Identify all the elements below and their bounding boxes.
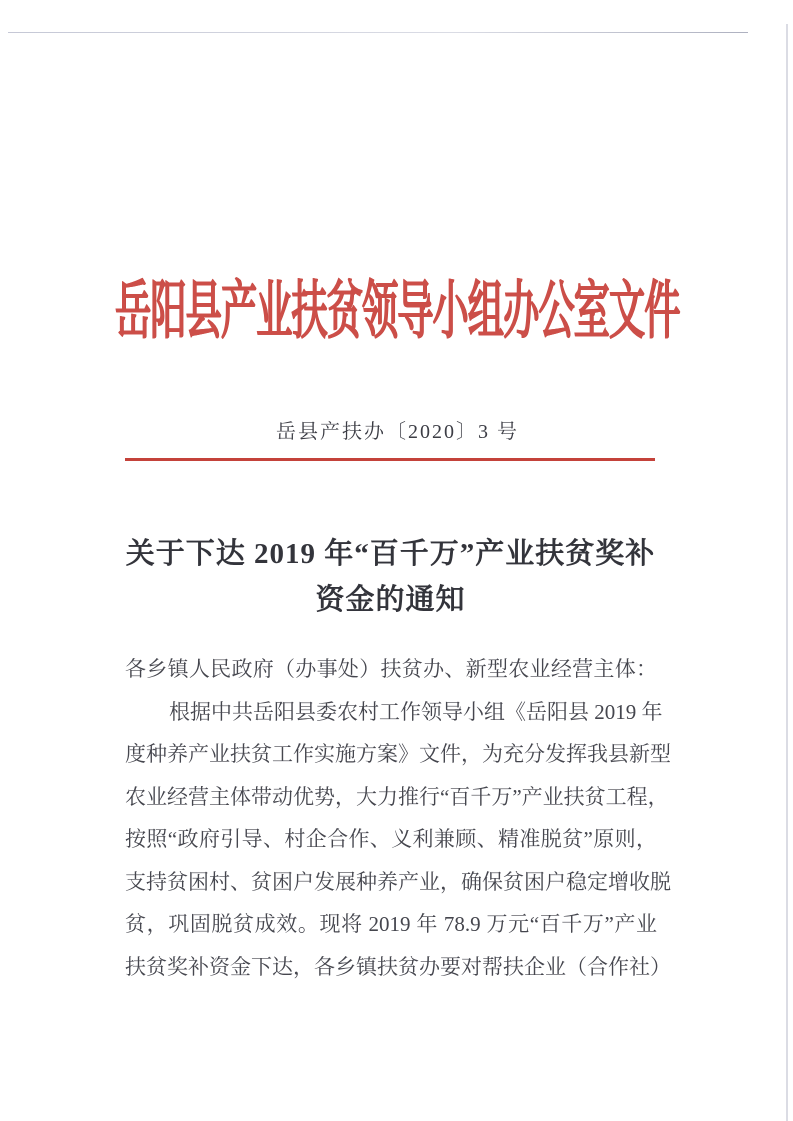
document-title-line-1: 关于下达 2019 年“百千万”产业扶贫奖补 bbox=[125, 538, 656, 570]
document-header-banner bbox=[0, 277, 793, 349]
document-body bbox=[125, 648, 671, 988]
document-number: 岳县产扶办〔2020〕3 号 bbox=[276, 421, 519, 443]
body-line: 支持贫困村、贫困户发展种养产业，确保贫困户稳定增收脱 bbox=[125, 869, 671, 894]
document-title-line-2: 资金的通知 bbox=[315, 584, 466, 616]
body-line: 扶贫奖补资金下达，各乡镇扶贫办要对帮扶企业（合作社） bbox=[125, 954, 671, 979]
document-title bbox=[118, 531, 663, 623]
body-line-salutation: 各乡镇人民政府（办事处）扶贫办、新型农业经营主体： bbox=[125, 657, 657, 681]
body-line: 度种养产业扶贫工作实施方案》文件，为充分发挥我县新型 bbox=[125, 742, 671, 766]
red-divider-line bbox=[125, 458, 655, 461]
document-header-banner-text: 岳阳县产业扶贫领导小组办公室文件 bbox=[114, 277, 679, 349]
body-line: 贫，巩固脱贫成效。现将 2019 年 78.9 万元“百千万”产业 bbox=[125, 912, 657, 936]
body-line: 根据中共岳阳县委农村工作领导小组《岳阳县 2019 年 bbox=[169, 699, 663, 724]
body-line: 农业经营主体带动优势，大力推行“百千万”产业扶贫工程， bbox=[125, 784, 669, 809]
body-line: 按照“政府引导、村企合作、义利兼顾、精准脱贫”原则， bbox=[125, 827, 657, 851]
scan-artifact-top-line bbox=[8, 32, 748, 33]
scan-artifact-right-edge-line bbox=[786, 24, 788, 1121]
